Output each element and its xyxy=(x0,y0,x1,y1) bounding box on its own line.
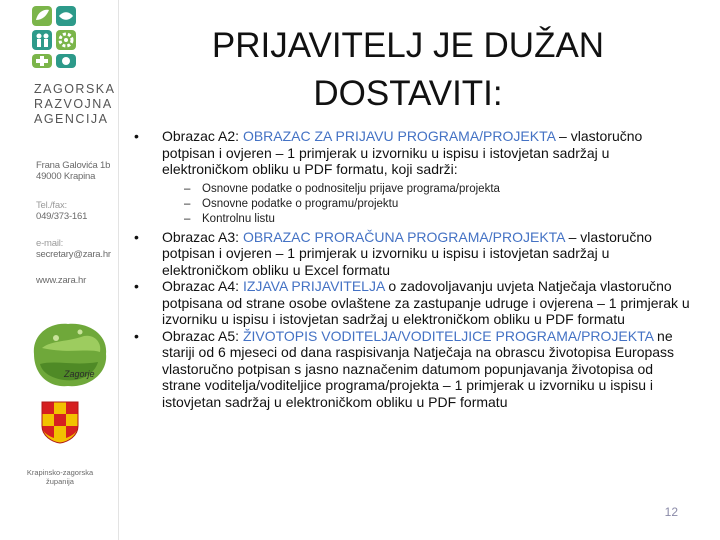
requirement-text: o zadovoljavanju uvjeta Natječaja vlastoručno potpisana od strane osobe ovlaštene za zastupanje udruge i ovjerena – 1 primjerak u izvorniku u ispisu i istovjetan sadržaj u elektroničkom obliku u PDF formatu xyxy=(162,278,690,327)
bullet-icon: • xyxy=(134,128,139,144)
email-address[interactable]: secretary@zara.hr xyxy=(36,249,111,260)
sub-item-text: Osnovne podatke o podnositelju prijave programa/projekta xyxy=(202,182,500,195)
county-name xyxy=(18,468,102,486)
fish-icon xyxy=(56,6,76,26)
phone-label: Tel./fax: xyxy=(36,200,67,211)
phone-number: 049/373-161 xyxy=(36,211,88,222)
cross-icon xyxy=(32,54,52,68)
requirement-text: – vlastoručno potpisan i ovjeren – 1 primjerak u izvorniku u ispisu i istovjetan sadržaj u elektroničkom obliku u Excel formatu xyxy=(162,228,652,278)
requirement-prefix: Obrazac A2: xyxy=(162,128,243,144)
dash-icon: – xyxy=(184,212,191,225)
agency-name-line: ZAGORSKA xyxy=(34,82,116,96)
county-name-line: županija xyxy=(46,477,74,486)
sub-item-text: Kontrolnu listu xyxy=(202,212,275,225)
bullet-icon: • xyxy=(134,278,139,294)
requirement-text: – vlastoručno potpisan i ovjeren – 1 primjerak u izvorniku u ispisu i istovjetan sadržaj u elektroničkom obliku u PDF formatu, koji sadrži: xyxy=(162,128,643,177)
form-title: ŽIVOTOPIS VODITELJA/VODITELJICE PROGRAMA/PROJEKTA xyxy=(242,327,654,344)
dash-icon: – xyxy=(184,197,191,210)
requirement-a4 xyxy=(134,278,694,328)
requirement-a3 xyxy=(134,229,694,279)
requirement-prefix: Obrazac A4: xyxy=(162,278,243,294)
agency-logo-icons xyxy=(30,4,80,70)
email-label: e-mail: xyxy=(36,238,64,249)
sidebar xyxy=(0,0,118,540)
page-number: 12 xyxy=(664,505,678,519)
title-line: PRIJAVITELJ JE DUŽAN xyxy=(211,26,605,65)
agency-name-line: RAZVOJNA xyxy=(34,97,113,111)
title-line: DOSTAVITI: xyxy=(313,74,503,113)
address-line-2: 49000 Krapina xyxy=(36,171,96,182)
sun-icon xyxy=(56,54,76,68)
requirements-list xyxy=(134,128,694,410)
sidebar-divider xyxy=(118,0,119,540)
county-coat-of-arms xyxy=(40,400,80,444)
address-line-1: Frana Galovića 1b xyxy=(36,160,111,171)
county-name-line: Krapinsko-zagorska xyxy=(26,468,94,477)
zagorje-landscape-graphic xyxy=(28,318,112,390)
sub-item xyxy=(184,212,694,227)
website-link[interactable]: www.zara.hr xyxy=(36,275,87,286)
requirement-prefix: Obrazac A5: xyxy=(162,327,243,344)
zagorje-caption: Zagorje xyxy=(64,369,95,379)
leaf-icon xyxy=(32,6,52,26)
bullet-icon: • xyxy=(134,228,139,245)
form-title: OBRAZAC PRORAČUNA PROGRAMA/PROJEKTA xyxy=(242,228,565,245)
sub-item xyxy=(184,182,694,197)
slide-title xyxy=(128,22,688,118)
requirement-a2 xyxy=(134,128,694,178)
bullet-icon: • xyxy=(134,327,139,344)
form-title: IZJAVA PRIJAVITELJA xyxy=(242,278,385,294)
sub-item xyxy=(184,197,694,212)
a2-contents-list xyxy=(134,182,694,227)
gear-icon xyxy=(56,30,76,50)
sub-item-text: Osnovne podatke o programu/projektu xyxy=(202,197,399,210)
agency-name-line: AGENCIJA xyxy=(34,112,109,126)
requirement-text: ne stariji od 6 mjeseci od dana raspisivanja Natječaja na obrascu životopisa Europass vlastoručno potpisan s jasno naznačenim datumom popunjavanja životopisa od strane voditelja/voditeljice programa/projekta – 1 primjerak u izvorniku u ispisu i istovjetan sadržaj u elektroničkom obliku u PDF formatu xyxy=(162,327,675,410)
form-title: OBRAZAC ZA PRIJAVU PROGRAMA/PROJEKTA xyxy=(242,128,556,144)
agency-name xyxy=(34,82,116,127)
dash-icon: – xyxy=(184,182,191,195)
requirement-prefix: Obrazac A3: xyxy=(162,228,243,245)
people-icon xyxy=(32,30,52,50)
requirement-a5 xyxy=(134,328,694,411)
